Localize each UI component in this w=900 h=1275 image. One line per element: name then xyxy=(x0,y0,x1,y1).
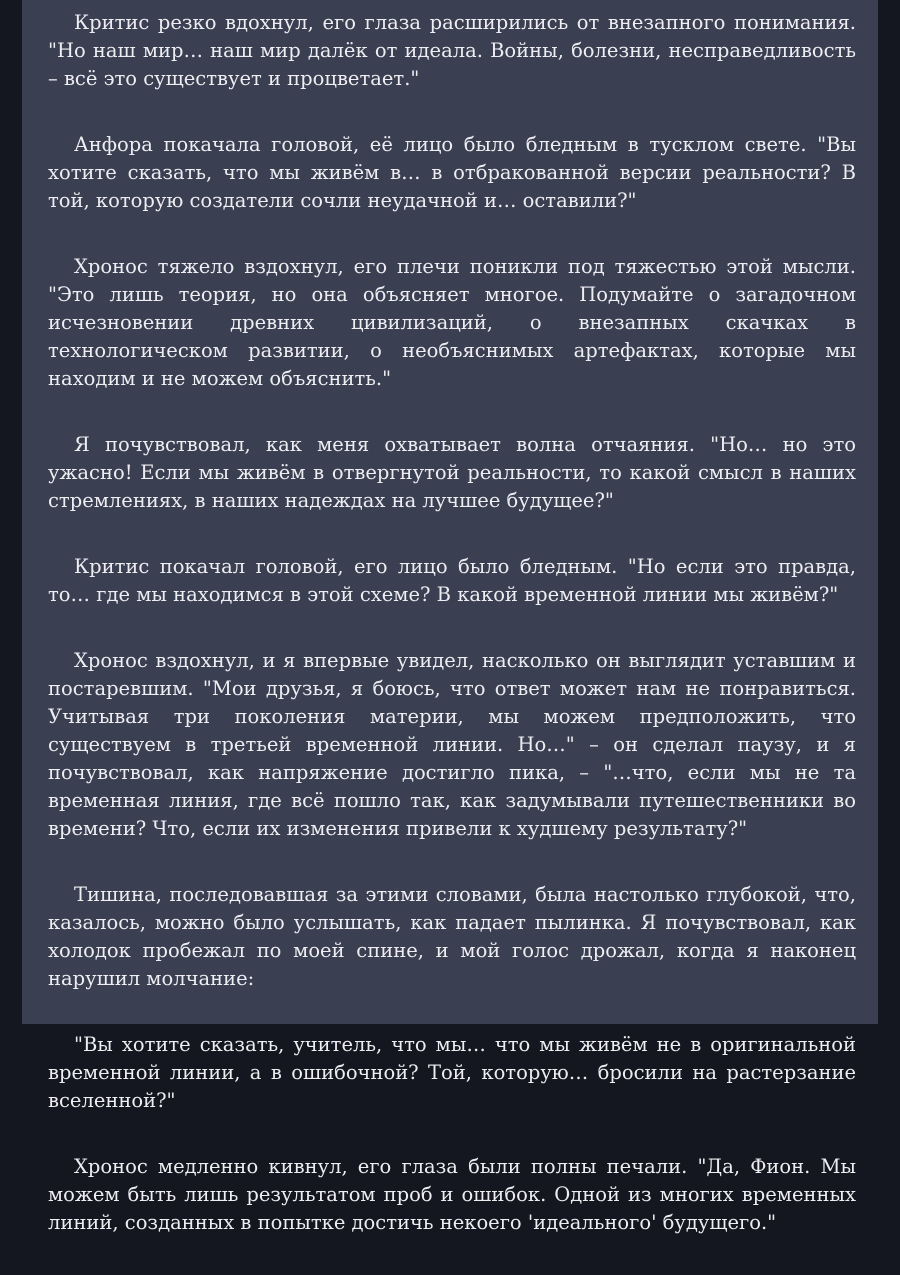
paragraph-3: Хронос тяжело вздохнул, его плечи поникли под тяжестью этой мысли. "Это лишь теория, но она объясняет многое. Подумайте о загадочном исчезновении древних цивилизаций, о внезапных скачках в технологическом развитии, о необъяснимых артефактах, которые мы находим и не можем объяснить." xyxy=(48,255,856,390)
paragraph-5: Критис покачал головой, его лицо было бледным. "Но если это правда, то… где мы находимся в этой схеме? В какой временной линии мы живём?" xyxy=(48,555,856,606)
paragraph-6: Хронос вздохнул, и я впервые увидел, насколько он выглядит уставшим и постаревшим. "Мои друзья, я боюсь, что ответ может нам не понравиться. Учитывая три поколения материи, мы можем предположить, что существуем в третьей временной линии. Но…" – он сделал паузу, и я почувствовал, как напряжение достигло пика, – "…что, если мы не та временная линия, где всё пошло так, как задумывали путешественники во времени? Что, если их изменения привели к худшему результату?" xyxy=(48,649,856,840)
paragraph-1: Критис резко вдохнул, его глаза расширились от внезапного понимания. "Но наш мир… наш мир далёк от идеала. Войны, болезни, несправедливость – всё это существует и процветает." xyxy=(48,11,856,90)
paragraph-4: Я почувствовал, как меня охватывает волна отчаяния. "Но… но это ужасно! Если мы живём в отвергнутой реальности, то какой смысл в наших стремлениях, в наших надеждах на лучшее будущее?" xyxy=(48,433,856,512)
text-page xyxy=(22,0,878,1234)
paragraph-9: Хронос медленно кивнул, его глаза были полны печали. "Да, Фион. Мы можем быть лишь результатом проб и ошибок. Одной из многих временных линий, созданных в попытке достичь некоего 'идеального' будущего." xyxy=(48,1155,856,1234)
story-text xyxy=(48,9,856,1275)
paragraph-7: Тишина, последовавшая за этими словами, была настолько глубокой, что, казалось, можно было услышать, как падает пылинка. Я почувствовал, как холодок пробежал по моей спине, и мой голос дрожал, когда я наконец нарушил молчание: xyxy=(48,883,856,990)
paragraph-2: Анфора покачала головой, её лицо было бледным в тусклом свете. "Вы хотите сказать, что мы живём в… в отбракованной версии реальности? В той, которую создатели сочли неудачной и… оставили?" xyxy=(48,133,856,212)
paragraph-8: "Вы хотите сказать, учитель, что мы… что мы живём не в оригинальной временной линии, а в ошибочной? Той, которую… бросили на растерзание вселенной?" xyxy=(48,1033,856,1112)
